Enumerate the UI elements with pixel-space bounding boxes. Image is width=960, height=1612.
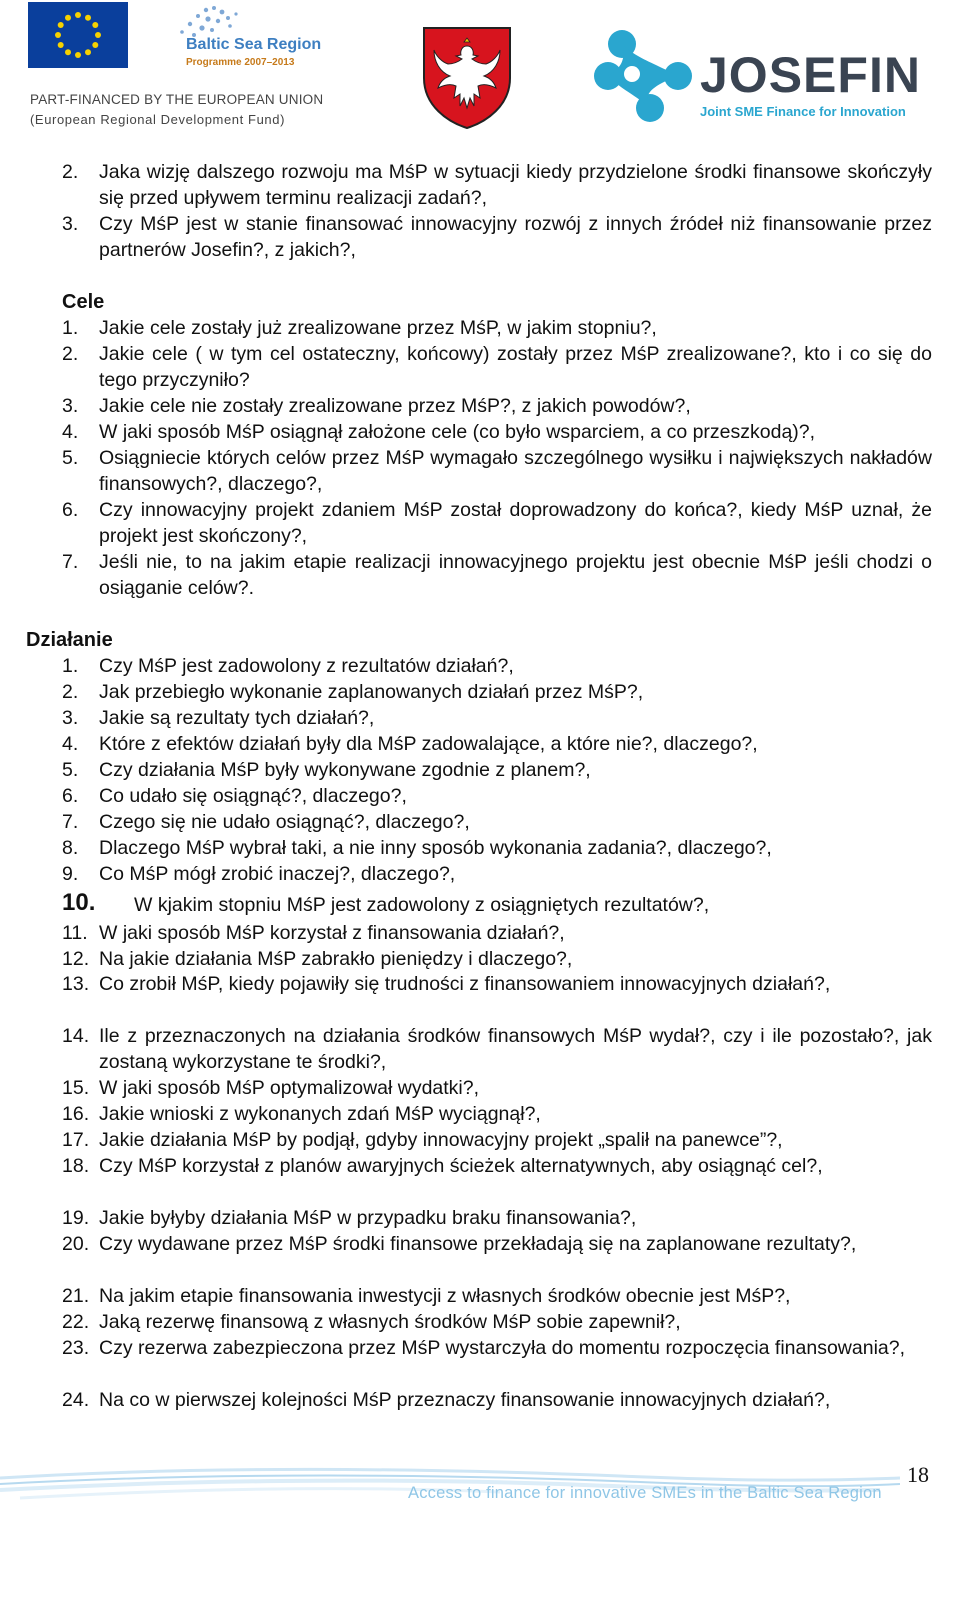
josefin-wordmark: JOSEFIN [700, 47, 921, 103]
list-item-number: 2. [62, 681, 79, 703]
list-item [62, 861, 932, 887]
list-item-number: 1. [62, 317, 79, 339]
list-item-text: Dlaczego MśP wybrał taki, a nie inny sposób wykonania zadania?, dlaczego?, [99, 837, 772, 859]
list-item-text: Jakie cele zostały już zrealizowane przez MśP, w jakim stopniu?, [99, 317, 657, 339]
list-item [62, 1127, 932, 1153]
part-financed-line2: (European Regional Development Fund) [30, 112, 286, 127]
list-item-number: 21. [62, 1285, 90, 1307]
list-item-text: Jakie byłyby działania MśP w przypadku braku finansowania?, [99, 1207, 637, 1229]
baltic-sea-region-logo [146, 2, 346, 72]
list-item-text: Jaka wizję dalszego rozwoju ma MśP w sytuacji kiedy przydzielone środki finansowe skończyły się przed upływem terminu realizacji zadań?, [99, 161, 932, 209]
programme-period: Programme 2007–2013 [186, 57, 295, 68]
coat-of-arms-eagle-icon [420, 26, 514, 130]
list-item [62, 889, 932, 918]
list-item-number: 5. [62, 447, 79, 469]
list-item [62, 393, 932, 419]
page-number: 18 [907, 1462, 929, 1487]
list-item [62, 1101, 932, 1127]
list-item-text: Czy innowacyjny projekt zdaniem MśP został doprowadzony do końca?, kiedy MśP uznał, że projekt jest skończony?, [99, 499, 932, 547]
list-item [62, 1075, 932, 1101]
list-item [62, 315, 932, 341]
list-item-text: W jaki sposób MśP korzystał z finansowania działań?, [99, 922, 565, 944]
footer-tagline: Access to finance for innovative SMEs in the Baltic Sea Region [408, 1484, 882, 1502]
list-item [62, 341, 932, 393]
list-item-number: 13. [62, 973, 90, 995]
page-footer [0, 1440, 960, 1612]
list-item-number: 19. [62, 1207, 90, 1229]
list-item [62, 809, 932, 835]
section-heading-dzialanie: Działanie [26, 629, 113, 651]
list-item [62, 1309, 932, 1335]
list-item-number: 17. [62, 1129, 90, 1151]
list-item-number: 8. [62, 837, 79, 859]
josefin-tagline: Joint SME Finance for Innovation [700, 104, 906, 119]
josefin-logo [592, 28, 922, 124]
list-item-text: Czy rezerwa zabezpieczona przez MśP wystarczyła do momentu rozpoczęcia finansowania?, [99, 1337, 906, 1359]
list-item-number: 20. [62, 1233, 90, 1255]
list-item-text: Jakie wnioski z wykonanych zdań MśP wyciągnął?, [99, 1103, 541, 1125]
list-item-text: Czy MśP korzystał z planów awaryjnych ścieżek alternatywnych, aby osiągnąć cel?, [99, 1155, 823, 1177]
list-item-text: Jak przebiegło wykonanie zaplanowanych działań przez MśP?, [99, 681, 644, 703]
list-item-text: Ile z przeznaczonych na działania środków finansowych MśP wydał?, czy i ile pozostało?, jak zostaną wykorzystane te środki?, [99, 1025, 932, 1073]
section-heading-cele: Cele [62, 291, 105, 313]
list-item-text: Czy MśP jest zadowolony z rezultatów działań?, [99, 655, 514, 677]
list-item-text: Które z efektów działań były dla MśP zadowalające, a które nie?, dlaczego?, [99, 733, 758, 755]
programme-name: Baltic Sea Region [186, 36, 322, 53]
list-item-number: 15. [62, 1077, 90, 1099]
list-item [62, 705, 932, 731]
list-item-number: 24. [62, 1389, 90, 1411]
list-item [62, 920, 932, 946]
list-item-text: Co zrobił MśP, kiedy pojawiły się trudności z finansowaniem innowacyjnych działań?, [99, 973, 831, 995]
list-item-number: 3. [62, 213, 79, 235]
josefin-puzzle-icon [592, 28, 694, 124]
list-item [62, 1387, 932, 1413]
list-item [62, 1205, 932, 1231]
list-item [62, 653, 932, 679]
list-item-text: W kjakim stopniu MśP jest zadowolony z osiągniętych rezultatów?, [134, 894, 710, 916]
list-item-text: Czego się nie udało osiągnąć?, dlaczego?, [99, 811, 470, 833]
list-item [62, 445, 932, 497]
list-item [62, 835, 932, 861]
list-item [62, 1231, 932, 1257]
list-item-number: 22. [62, 1311, 90, 1333]
eu-programme-logo [28, 2, 338, 132]
list-item-number: 3. [62, 395, 79, 417]
list-item-number: 4. [62, 733, 79, 755]
list-item-number: 5. [62, 759, 79, 781]
list-item-number: 23. [62, 1337, 90, 1359]
list-item-number: 18. [62, 1155, 90, 1177]
list-item-text: Jakie cele nie zostały zrealizowane przez MśP?, z jakich powodów?, [99, 395, 691, 417]
list-item-number: 7. [62, 551, 79, 573]
list-item-number: 14. [62, 1025, 90, 1047]
list-item-number: 6. [62, 499, 79, 521]
list-item [62, 1023, 932, 1075]
list-item-number: 3. [62, 707, 79, 729]
list-item [62, 549, 932, 601]
list-item-number: 2. [62, 343, 79, 365]
list-item-text: Co MśP mógł zrobić inaczej?, dlaczego?, [99, 863, 456, 885]
list-item [62, 731, 932, 757]
list-item-text: W jaki sposób MśP optymalizował wydatki?, [99, 1077, 480, 1099]
list-item-number: 16. [62, 1103, 90, 1125]
list-item-text: Na jakie działania MśP zabrakło pieniędzy i dlaczego?, [99, 948, 573, 970]
list-item [62, 679, 932, 705]
list-item-number: 2. [62, 161, 79, 183]
list-item-text: Jakie są rezultaty tych działań?, [99, 707, 375, 729]
list-item-text: Jakie cele ( w tym cel ostateczny, końcowy) zostały przez MśP zrealizowane?, kto i co się do tego przyczyniło? [99, 343, 932, 391]
list-item [62, 419, 932, 445]
list-item [62, 783, 932, 809]
list-item-text: Na jakim etapie finansowania inwestycji z własnych środków obecnie jest MśP?, [99, 1285, 791, 1307]
list-item-text: Jaką rezerwę finansową z własnych środków MśP sobie zapewnił?, [99, 1311, 681, 1333]
list-item [62, 1153, 932, 1179]
list-item-number: 10. [62, 889, 96, 916]
list-item [62, 211, 932, 263]
list-item [62, 159, 932, 211]
list-item-text: Czy MśP jest w stanie finansować innowacyjny rozwój z innych źródeł niż finansowanie przez partnerów Josefin?, z jakich?, [99, 213, 932, 261]
list-item [62, 757, 932, 783]
list-item [62, 497, 932, 549]
list-item-number: 11. [62, 922, 88, 944]
list-item-text: Czy działania MśP były wykonywane zgodnie z planem?, [99, 759, 591, 781]
list-item-number: 12. [62, 948, 90, 970]
list-item [62, 971, 932, 997]
list-item-text: Jeśli nie, to na jakim etapie realizacji innowacyjnego projektu jest obecnie MśP jeśli chodzi o osiąganie celów?. [99, 551, 932, 599]
list-item-text: Osiągniecie których celów przez MśP wymagało szczególnego wysiłku i największych nakładów finansowych?, dlaczego?, [99, 447, 932, 495]
list-item-text: Czy wydawane przez MśP środki finansowe przekładają się na zaplanowane rezultaty?, [99, 1233, 857, 1255]
list-item [62, 1283, 932, 1309]
list-item-text: Co udało się osiągnąć?, dlaczego?, [99, 785, 407, 807]
list-item-text: Jakie działania MśP by podjął, gdyby innowacyjny projekt „spalił na panewce”?, [99, 1129, 783, 1151]
list-item-text: Na co w pierwszej kolejności MśP przeznaczy finansowanie innowacyjnych działań?, [99, 1389, 831, 1411]
page-header [0, 0, 960, 140]
list-item-number: 1. [62, 655, 79, 677]
list-item [62, 946, 932, 972]
list-item [62, 1335, 932, 1361]
list-item-text: W jaki sposób MśP osiągnął założone cele (co było wsparciem, a co przeszkodą)?, [99, 421, 816, 443]
list-item-number: 9. [62, 863, 79, 885]
part-financed-line1: PART-FINANCED BY THE EUROPEAN UNION [30, 92, 324, 107]
list-item-number: 4. [62, 421, 79, 443]
list-item-number: 7. [62, 811, 79, 833]
list-item-number: 6. [62, 785, 79, 807]
eu-flag-icon [28, 2, 128, 68]
